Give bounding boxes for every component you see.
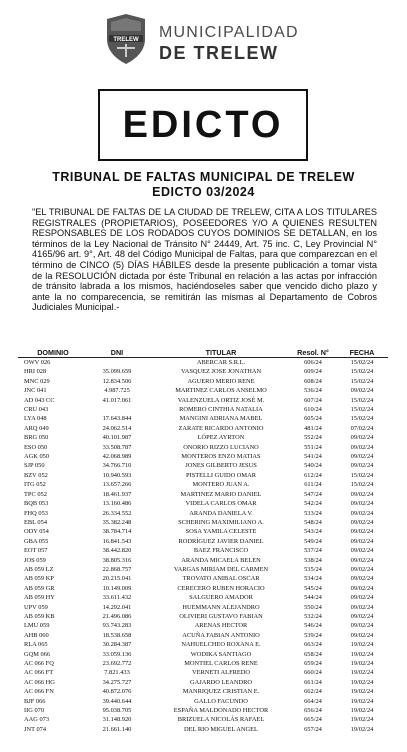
fecha-cell: 09/02/24 <box>350 443 374 451</box>
resol-cell: 660/24 <box>304 669 322 677</box>
dominio-cell: ARQ 049 <box>24 424 49 432</box>
fecha-cell: 09/02/24 <box>350 584 374 592</box>
table-row <box>18 396 388 405</box>
table-row <box>18 725 388 734</box>
table-row <box>18 687 388 696</box>
table-row <box>18 650 388 659</box>
table-row <box>18 565 388 574</box>
fecha-cell: 09/02/24 <box>350 462 374 470</box>
resol-cell: 537/24 <box>304 547 322 555</box>
edict-body-text: "EL TRIBUNAL DE FALTAS DE LA CIUDAD DE TRELEW, CITA A LOS TITULARES REGISTRALES (PROPIETARIOS), POSEEDORES Y/O A QUIENES RESULTEN RESPONSABLES DE LOS RODADOS CUYOS DOMINIOS SE DETALLAN, en los términos de la Ley Nacional de Tránsito N° 24449, Art. 75 inc. C, Ley Provincial N° 4165/96 art. 9°, Art. 48 del Código Municipal de Faltas, para que comparezcan en el término de CINCO (5) DÍAS HÁBILES desde la presente publicación a tomar vista de la RESOLUCIÓN dictada por éste Tribunal en relación a las actas por infracción de tránsito labrada a los mismos, haciéndoseles saber que vencido dicho plazo y ante la no comparecencia, se remitirán las mismas al Departamento de Cobros Judiciales Municipal.- <box>32 207 377 313</box>
dni-cell: 30.284.387 <box>102 641 132 649</box>
dominio-cell: AC 066 HG <box>24 678 55 686</box>
dni-cell: 22.868.757 <box>102 565 132 573</box>
resol-cell: 552/24 <box>304 434 322 442</box>
dominio-cell: LMU 059 <box>24 622 50 630</box>
resol-cell: 656/24 <box>304 707 322 715</box>
resol-cell: 663/24 <box>304 641 322 649</box>
dni-cell: 38.805.316 <box>102 556 132 564</box>
resol-cell: 551/24 <box>304 443 322 451</box>
dominio-cell: ITG 052 <box>24 481 46 489</box>
dni-cell: 40.101.987 <box>102 434 132 442</box>
dominio-cell: AB 059 KB <box>24 612 55 620</box>
resol-cell: 610/24 <box>304 406 322 414</box>
resol-cell: 543/24 <box>304 528 322 536</box>
dominio-cell: MNC 029 <box>24 377 50 385</box>
dominio-cell: HRI 028 <box>24 368 47 376</box>
fecha-cell: 09/02/24 <box>350 612 374 620</box>
fecha-cell: 19/02/24 <box>350 725 374 733</box>
fecha-cell: 15/02/24 <box>350 368 374 376</box>
dominio-cell: BRG 050 <box>24 434 49 442</box>
dni-cell: 12.834.506 <box>102 377 132 385</box>
titular-cell: GAJARDO LEANDRO <box>190 678 252 686</box>
resol-cell: 658/24 <box>304 650 322 658</box>
fecha-cell: 19/02/24 <box>350 660 374 667</box>
municipality-label: MUNICIPALIDAD <box>159 24 299 41</box>
resol-cell: 548/24 <box>304 518 322 526</box>
fecha-cell: 09/02/24 <box>350 556 374 564</box>
dni-cell: 23.692.772 <box>102 660 132 667</box>
dni-cell <box>82 405 152 414</box>
dominio-cell: EBL 054 <box>24 518 48 526</box>
titular-cell: ARENAS HECTOR <box>194 622 248 630</box>
dni-cell <box>82 358 152 368</box>
resol-cell: 609/24 <box>304 368 322 376</box>
dominio-cell: ESO 050 <box>24 443 48 451</box>
titular-cell: MARTINEZ CARLOS ANSELMO <box>175 387 267 395</box>
resol-cell: 659/24 <box>304 660 322 667</box>
fecha-cell: 09/02/24 <box>350 500 374 508</box>
table-row <box>18 433 388 442</box>
resol-cell: 608/24 <box>304 377 322 385</box>
fecha-cell: 19/02/24 <box>350 688 374 696</box>
table-row <box>18 377 388 386</box>
dominio-cell: GBA 055 <box>24 537 49 545</box>
edicto-number: EDICTO 03/2024 <box>152 185 255 199</box>
dominio-cell: AC 066 FQ <box>24 660 54 667</box>
table-row <box>18 386 388 395</box>
table-row <box>18 518 388 527</box>
dni-cell: 10.940.593 <box>102 471 132 479</box>
dni-cell: 31.148.920 <box>102 716 132 724</box>
table-row <box>18 443 388 452</box>
table-row <box>18 593 388 602</box>
table-row <box>18 509 388 518</box>
table-row <box>18 715 388 724</box>
table-row <box>18 490 388 499</box>
table-row <box>18 697 388 706</box>
dni-cell: 18.461.937 <box>102 490 132 498</box>
dominio-cell: GQM 066 <box>24 650 51 658</box>
header-dni: DNI <box>82 348 152 358</box>
fecha-cell: 19/02/24 <box>350 707 374 715</box>
dominio-cell: AB 059 LZ <box>24 565 54 573</box>
fecha-cell: 09/02/24 <box>350 537 374 545</box>
dni-cell: 38.442.820 <box>102 547 132 555</box>
resol-cell: 606/24 <box>304 359 322 366</box>
fecha-cell: 15/02/24 <box>350 406 374 414</box>
dni-cell: 13.657.266 <box>102 481 132 489</box>
resol-cell: 664/24 <box>304 697 322 705</box>
titular-cell: PISTELLI GUIDO OMAR <box>186 471 256 479</box>
dominio-cell: JNC 041 <box>24 387 47 395</box>
resol-cell: 546/24 <box>304 622 322 630</box>
dominio-cell: JOS 059 <box>24 556 46 564</box>
dni-cell: 20.215.041 <box>102 575 132 583</box>
dni-cell: 33.508.787 <box>102 443 132 451</box>
titular-cell: BAEZ FRANCISCO <box>193 547 249 555</box>
table-row <box>18 367 388 376</box>
fecha-cell: 09/02/24 <box>350 453 374 461</box>
dominio-cell: AC 066 FN <box>24 688 54 696</box>
dni-cell: 24.062.514 <box>102 424 132 432</box>
table-row <box>18 612 388 621</box>
table-row <box>18 461 388 470</box>
header-fecha: FECHA <box>336 348 388 358</box>
table-row <box>18 584 388 593</box>
dni-cell: 95.038.705 <box>102 707 132 715</box>
dni-cell: 21.496.086 <box>102 612 132 620</box>
header-dominio: DOMINIO <box>18 348 82 358</box>
dominio-cell: JNT 074 <box>24 725 47 733</box>
resol-cell: 549/24 <box>304 537 322 545</box>
dominio-cell: BQB 053 <box>24 500 49 508</box>
fecha-cell: 09/02/24 <box>350 565 374 573</box>
resol-cell: 538/24 <box>304 556 322 564</box>
dominio-cell: AB 059 HY <box>24 594 55 602</box>
table-row <box>18 424 388 433</box>
titular-cell: VASQUEZ JOSE JONATHAN <box>180 368 262 376</box>
resol-cell: 545/24 <box>304 584 322 592</box>
resol-cell: 665/24 <box>304 716 322 724</box>
titular-cell: VALENZUELA ORTIZ JOSÉ M. <box>177 396 265 404</box>
table-row <box>18 452 388 461</box>
fecha-cell: 09/02/24 <box>350 547 374 555</box>
dni-cell: 35.099.659 <box>102 368 132 376</box>
titular-cell: SOSA YAMILA CELESTE <box>185 528 257 536</box>
shield-text: TRELEW <box>113 36 139 43</box>
header <box>0 0 407 82</box>
fecha-cell: 07/02/24 <box>350 424 374 432</box>
resol-cell: 662/24 <box>304 688 322 696</box>
dni-cell: 38.784.714 <box>102 528 132 536</box>
dni-cell: 7.821.433 <box>104 669 130 677</box>
table-row <box>18 706 388 715</box>
resol-cell: 550/24 <box>304 603 322 611</box>
edicto-title: EDICTO <box>122 103 284 146</box>
table-row <box>18 556 388 565</box>
table-row <box>18 574 388 583</box>
resol-cell: 481/24 <box>304 424 322 432</box>
dni-cell: 33.611.432 <box>102 594 132 602</box>
fecha-cell: 09/02/24 <box>350 594 374 602</box>
titular-cell: JONES GILBERTO JESUS <box>185 462 257 470</box>
dni-cell: 4.987.725 <box>104 387 130 395</box>
dominio-cell: SJP 050 <box>24 462 45 470</box>
resol-cell: 544/24 <box>304 594 322 602</box>
dni-cell: 33.059.136 <box>102 650 132 658</box>
fecha-cell: 19/02/24 <box>350 669 374 677</box>
titular-cell: ARANDA DANIELA V. <box>189 509 253 517</box>
titular-cell: DEL RIO MIGUEL ANGEL <box>184 725 258 733</box>
dominio-cell: TPC 052 <box>24 490 47 498</box>
table-row <box>18 668 388 677</box>
dni-cell: 18.538.658 <box>102 631 132 639</box>
titular-cell: VARGAS MIRIAM DEL CARMEN <box>173 565 269 573</box>
titular-cell: MONTERO JUAN A. <box>192 481 250 489</box>
fecha-cell: 15/02/24 <box>350 481 374 489</box>
fecha-cell: 15/02/24 <box>350 359 374 366</box>
table-body <box>18 358 388 735</box>
titular-cell: WODIKA SANTIAGO <box>190 650 252 658</box>
dni-cell: 41.017.061 <box>102 396 132 404</box>
dni-cell: 35.382.248 <box>102 518 132 526</box>
titular-cell: ZARATE RICARDO ANTONIO <box>178 424 264 432</box>
dni-cell: 14.292.041 <box>102 603 132 611</box>
dni-cell: 42.068.989 <box>102 453 132 461</box>
titular-cell: ONORIO RIZZO LUCIANO <box>183 443 259 451</box>
dominio-cell: AC 066 FT <box>24 669 54 677</box>
fecha-cell: 19/02/24 <box>350 716 374 724</box>
fecha-cell: 09/02/24 <box>350 575 374 583</box>
titular-cell: ROMERO CINTHIA NATALIA <box>179 406 263 414</box>
dni-cell: 16.841.543 <box>102 537 132 545</box>
header-resol: Resol. N° <box>290 348 336 358</box>
table-row <box>18 546 388 555</box>
resol-cell: 532/24 <box>304 612 322 620</box>
titular-cell: MONTIEL CARLOS RENE <box>184 660 258 667</box>
titular-cell: VIDELA CARLOS OMAR <box>185 500 257 508</box>
dominio-cell: EOT 057 <box>24 547 48 555</box>
titular-cell: SALGUERO AMADOR <box>189 594 253 602</box>
table-header-row <box>18 348 388 358</box>
titular-cell: MANGINI ADRIANA MABEL <box>179 415 263 423</box>
table-row <box>18 631 388 640</box>
titular-cell: MONTEROS ENZO MATIAS <box>181 453 261 461</box>
dominio-cell: AD 043 CC <box>24 396 55 404</box>
dominio-cell: RLA 065 <box>24 641 48 649</box>
fecha-cell: 15/02/24 <box>350 471 374 479</box>
fecha-cell: 09/02/24 <box>350 518 374 526</box>
fecha-cell: 15/02/24 <box>350 377 374 385</box>
resol-cell: 661/24 <box>304 678 322 686</box>
municipal-shield-logo <box>103 13 149 65</box>
titular-cell: ABERCAR S.R.L. <box>196 359 246 366</box>
municipality-city: DE TRELEW <box>159 43 279 63</box>
titular-cell: ACUÑA FABIAN ANTONIO <box>182 631 260 639</box>
dominio-cell: UPV 059 <box>24 603 48 611</box>
resol-cell: 542/24 <box>304 500 322 508</box>
fecha-cell: 09/02/24 <box>350 490 374 498</box>
resol-cell: 539/24 <box>304 631 322 639</box>
dominio-cell: AGK 050 <box>24 453 50 461</box>
titular-cell: AGUERO MERIO RENE <box>187 377 255 385</box>
dni-cell: 17.643.844 <box>102 415 132 423</box>
titular-cell: MARTINEZ MARIO DANIEL <box>180 490 262 498</box>
fecha-cell: 09/02/24 <box>350 434 374 442</box>
table-row <box>18 527 388 536</box>
fecha-cell: 09/02/24 <box>350 631 374 639</box>
dni-cell: 34.766.710 <box>102 462 132 470</box>
dni-cell: 40.872.076 <box>102 688 132 696</box>
resol-cell: 605/24 <box>304 415 322 423</box>
titular-cell: MANRIQUEZ CRISTIAN E. <box>182 688 260 696</box>
titular-cell: HUEMMANN ALEJANDRO <box>182 603 260 611</box>
fecha-cell: 09/02/24 <box>350 528 374 536</box>
table-row <box>18 471 388 480</box>
fecha-cell: 15/02/24 <box>350 396 374 404</box>
dominio-cell: AHB 060 <box>24 631 49 639</box>
resol-cell: 536/24 <box>304 387 322 395</box>
resol-cell: 607/24 <box>304 396 322 404</box>
dni-cell: 10.149.009 <box>102 584 132 592</box>
dominio-cell: AB 059 KP <box>24 575 54 583</box>
dni-cell: 26.334.552 <box>102 509 132 517</box>
resol-cell: 534/24 <box>304 575 322 583</box>
dominio-cell: BJF 066 <box>24 697 46 705</box>
dominio-cell: AB 059 GR <box>24 584 55 592</box>
titular-cell: ARANDA MICAELA BELEN <box>181 556 261 564</box>
dominio-cell: FHQ 053 <box>24 509 48 517</box>
dominio-cell: CRU 043 <box>24 406 49 414</box>
dominio-cell: BZV 052 <box>24 471 48 479</box>
resol-cell: 533/24 <box>304 509 322 517</box>
table-row <box>18 405 388 414</box>
header-titular: TITULAR <box>152 348 290 358</box>
dominio-cell: OWV 026 <box>24 359 51 366</box>
tribunal-title: TRIBUNAL DE FALTAS MUNICIPAL DE TRELEW <box>52 170 355 184</box>
titular-cell: VERNETI ALFREDO <box>191 669 251 677</box>
fecha-cell: 19/02/24 <box>350 678 374 686</box>
resol-cell: 535/24 <box>304 565 322 573</box>
fecha-cell: 09/02/24 <box>350 622 374 630</box>
fecha-cell: 19/02/24 <box>350 697 374 705</box>
dni-cell: 13.160.486 <box>102 500 132 508</box>
titular-cell: RODRÍGUEZ JAVIER DANIEL <box>178 537 264 545</box>
table-row <box>18 659 388 668</box>
titular-cell: ESPAÑA MALDONADO HECTOR <box>173 707 269 715</box>
resol-cell: 612/24 <box>304 471 322 479</box>
resol-cell: 611/24 <box>304 481 322 489</box>
titular-cell: GALLO FACUNDO <box>194 697 248 705</box>
dominio-cell: LYA 048 <box>24 415 47 423</box>
dni-cell: 21.661.140 <box>102 725 132 733</box>
dni-cell: 39.440.644 <box>102 697 132 705</box>
resol-cell: 540/24 <box>304 462 322 470</box>
table-row <box>18 499 388 508</box>
fecha-cell: 19/02/24 <box>350 641 374 649</box>
titular-cell: TROVATO ANIBAL OSCAR <box>182 575 260 583</box>
edicto-title-box <box>98 89 308 161</box>
table-row <box>18 414 388 423</box>
resol-cell: 657/24 <box>304 725 322 733</box>
titular-cell: CERECERO RUBEN HORACIO <box>177 584 265 592</box>
dni-cell: 93.743.283 <box>102 622 132 630</box>
titular-cell: OLIVIERI GUSTAVO FABIAN <box>179 612 263 620</box>
titular-cell: NAHUELCHEO ROXANA E. <box>181 641 261 649</box>
table-row <box>18 358 388 368</box>
fecha-cell: 19/02/24 <box>350 650 374 658</box>
resol-cell: 547/24 <box>304 490 322 498</box>
table-row <box>18 678 388 687</box>
dominio-cell: AAG 073 <box>24 716 50 724</box>
dominio-cell: IIG 070 <box>24 707 45 715</box>
resol-cell: 541/24 <box>304 453 322 461</box>
fecha-cell: 09/02/24 <box>350 387 374 395</box>
vehicles-table <box>18 348 388 734</box>
table-row <box>18 537 388 546</box>
fecha-cell: 09/02/24 <box>350 509 374 517</box>
table-row <box>18 480 388 489</box>
table-row <box>18 640 388 649</box>
table-row <box>18 603 388 612</box>
titular-cell: SCHERING MAXIMILIANO A. <box>178 518 264 526</box>
table-row <box>18 621 388 630</box>
fecha-cell: 09/02/24 <box>350 603 374 611</box>
dni-cell: 34.275.727 <box>102 678 132 686</box>
dominio-cell: ODY 054 <box>24 528 49 536</box>
titular-cell: LÓPEZ AYRTON <box>197 434 245 442</box>
titular-cell: BRIZUELA NICOLÁS RAFAEL <box>177 716 265 724</box>
fecha-cell: 15/02/24 <box>350 415 374 423</box>
